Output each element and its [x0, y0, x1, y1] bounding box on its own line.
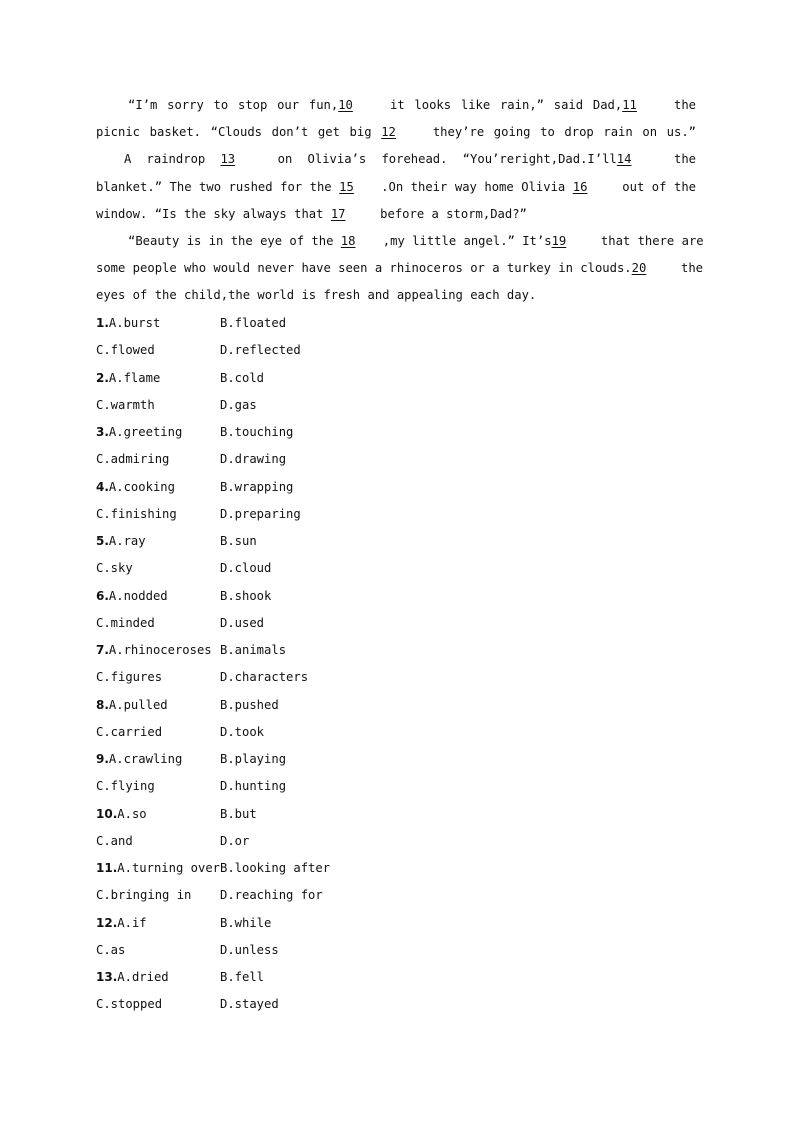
- option-d: D.or: [220, 833, 250, 848]
- passage-line: blanket.” The two rushed for the 15 .On their way home Olivia 16 out of the: [96, 176, 696, 203]
- option-a: 6.A.nodded: [96, 588, 168, 603]
- question-number: 5.: [96, 534, 109, 548]
- question-8-row-cd: [96, 721, 330, 748]
- question-1-row-cd: [96, 339, 330, 366]
- blank-17: 17: [330, 206, 346, 221]
- option-c: C.bringing in: [96, 888, 192, 903]
- blank-13: 13: [220, 152, 236, 167]
- option-d: D.reflected: [220, 343, 301, 358]
- question-7-row-cd: [96, 666, 330, 693]
- option-c: C.stopped: [96, 997, 163, 1012]
- blank-20: 20: [631, 261, 647, 276]
- option-c: C.minded: [96, 615, 155, 630]
- question-10-row-cd: [96, 830, 330, 857]
- blank-12: 12: [381, 125, 396, 140]
- question-list: [96, 312, 330, 1021]
- passage-line: “Beauty is in the eye of the 18 ,my little angel.” It’s19 that there are: [96, 230, 696, 257]
- blank-11: 11: [622, 98, 637, 112]
- option-d: D.reaching for: [220, 888, 323, 903]
- blank-19: 19: [551, 233, 567, 248]
- option-d: D.unless: [220, 942, 279, 957]
- blank-15: 15: [339, 179, 354, 194]
- passage-line: some people who would never have seen a rhinoceros or a turkey in clouds.20 the: [96, 257, 696, 284]
- question-2-row-ab: [96, 367, 330, 394]
- question-9-row-cd: [96, 775, 330, 802]
- question-number: 3.: [96, 425, 109, 439]
- passage-line: eyes of the child,the world is fresh and appealing each day.: [96, 288, 537, 303]
- option-a: 9.A.crawling: [96, 752, 183, 766]
- question-12-row-cd: [96, 939, 330, 966]
- option-c: C.and: [96, 833, 133, 848]
- option-a: 13.A.dried: [96, 970, 169, 984]
- question-4-row-cd: [96, 503, 330, 530]
- option-a: 8.A.pulled: [96, 697, 168, 712]
- question-8-row-ab: [96, 694, 330, 721]
- option-d: D.stayed: [220, 997, 279, 1012]
- question-12-row-ab: [96, 912, 330, 939]
- question-number: 12.: [96, 915, 118, 930]
- question-number: 13.: [96, 970, 118, 984]
- question-11-row-ab: [96, 857, 330, 884]
- question-11-row-cd: [96, 884, 330, 911]
- passage-line: picnic basket. “Clouds don’t get big 12 they’re going to drop rain on us.”: [96, 121, 696, 148]
- option-b: B.while: [220, 915, 272, 930]
- option-d: D.hunting: [220, 779, 287, 794]
- option-a: 2.A.flame: [96, 370, 161, 385]
- option-c: C.admiring: [96, 452, 170, 467]
- blank-10: 10: [338, 98, 353, 112]
- option-c: C.flying: [96, 779, 155, 794]
- question-number: 4.: [96, 479, 109, 494]
- blank-16: 16: [572, 179, 588, 194]
- option-a: 12.A.if: [96, 915, 147, 930]
- option-b: B.shook: [220, 588, 272, 603]
- option-d: D.preparing: [220, 506, 301, 521]
- question-3-row-cd: [96, 448, 330, 475]
- question-9-row-ab: [96, 748, 330, 775]
- option-d: D.cloud: [220, 561, 272, 576]
- question-number: 10.: [96, 806, 118, 821]
- option-a: 11.A.turning over: [96, 861, 220, 875]
- question-6-row-ab: [96, 585, 330, 612]
- option-b: B.touching: [220, 425, 294, 439]
- option-a: 10.A.so: [96, 806, 147, 821]
- option-b: B.looking after: [220, 861, 331, 875]
- option-c: C.carried: [96, 724, 163, 739]
- option-c: C.flowed: [96, 343, 155, 358]
- option-c: C.finishing: [96, 506, 177, 521]
- option-b: B.wrapping: [220, 479, 294, 494]
- question-13-row-ab: [96, 966, 330, 993]
- question-4-row-ab: [96, 476, 330, 503]
- option-c: C.as: [96, 942, 126, 957]
- question-2-row-cd: [96, 394, 330, 421]
- option-a: 1.A.burst: [96, 316, 161, 330]
- question-number: 8.: [96, 697, 109, 712]
- question-number: 1.: [96, 316, 109, 330]
- question-7-row-ab: [96, 639, 330, 666]
- question-number: 7.: [96, 643, 109, 657]
- question-3-row-ab: [96, 421, 330, 448]
- question-5-row-cd: [96, 557, 330, 584]
- option-d: D.characters: [220, 670, 309, 685]
- option-b: B.fell: [220, 970, 265, 984]
- question-1-row-ab: [96, 312, 330, 339]
- option-a: 3.A.greeting: [96, 425, 183, 439]
- question-5-row-ab: [96, 530, 330, 557]
- option-d: D.took: [220, 724, 265, 739]
- option-c: C.figures: [96, 670, 163, 685]
- question-number: 9.: [96, 752, 109, 766]
- option-d: D.drawing: [220, 452, 287, 467]
- blank-14: 14: [616, 152, 632, 167]
- option-d: D.used: [220, 615, 265, 630]
- passage-line: “I’m sorry to stop our fun,10 it looks like rain,” said Dad,11 the: [96, 94, 696, 121]
- cloze-passage: [96, 94, 704, 312]
- option-b: B.playing: [220, 752, 287, 766]
- option-c: C.sky: [96, 561, 133, 576]
- option-a: 5.A.ray: [96, 534, 146, 548]
- question-6-row-cd: [96, 612, 330, 639]
- passage-line: A raindrop 13 on Olivia’s forehead. “You’reright,Dad.I’ll14 the: [96, 148, 696, 175]
- answer-options: [96, 312, 330, 1021]
- passage-line: window. “Is the sky always that 17 before a storm,Dad?”: [96, 203, 696, 230]
- question-10-row-ab: [96, 803, 330, 830]
- option-b: B.but: [220, 806, 257, 821]
- question-number: 2.: [96, 370, 109, 385]
- question-number: 11.: [96, 861, 118, 875]
- option-b: B.pushed: [220, 697, 279, 712]
- blank-18: 18: [340, 233, 356, 248]
- option-b: B.sun: [220, 534, 257, 548]
- option-a: 7.A.rhinoceroses: [96, 643, 212, 657]
- option-b: B.cold: [220, 370, 265, 385]
- option-b: B.floated: [220, 316, 287, 330]
- option-c: C.warmth: [96, 397, 155, 412]
- option-a: 4.A.cooking: [96, 479, 175, 494]
- option-b: B.animals: [220, 643, 287, 657]
- question-number: 6.: [96, 588, 109, 603]
- option-d: D.gas: [220, 397, 257, 412]
- question-13-row-cd: [96, 993, 330, 1020]
